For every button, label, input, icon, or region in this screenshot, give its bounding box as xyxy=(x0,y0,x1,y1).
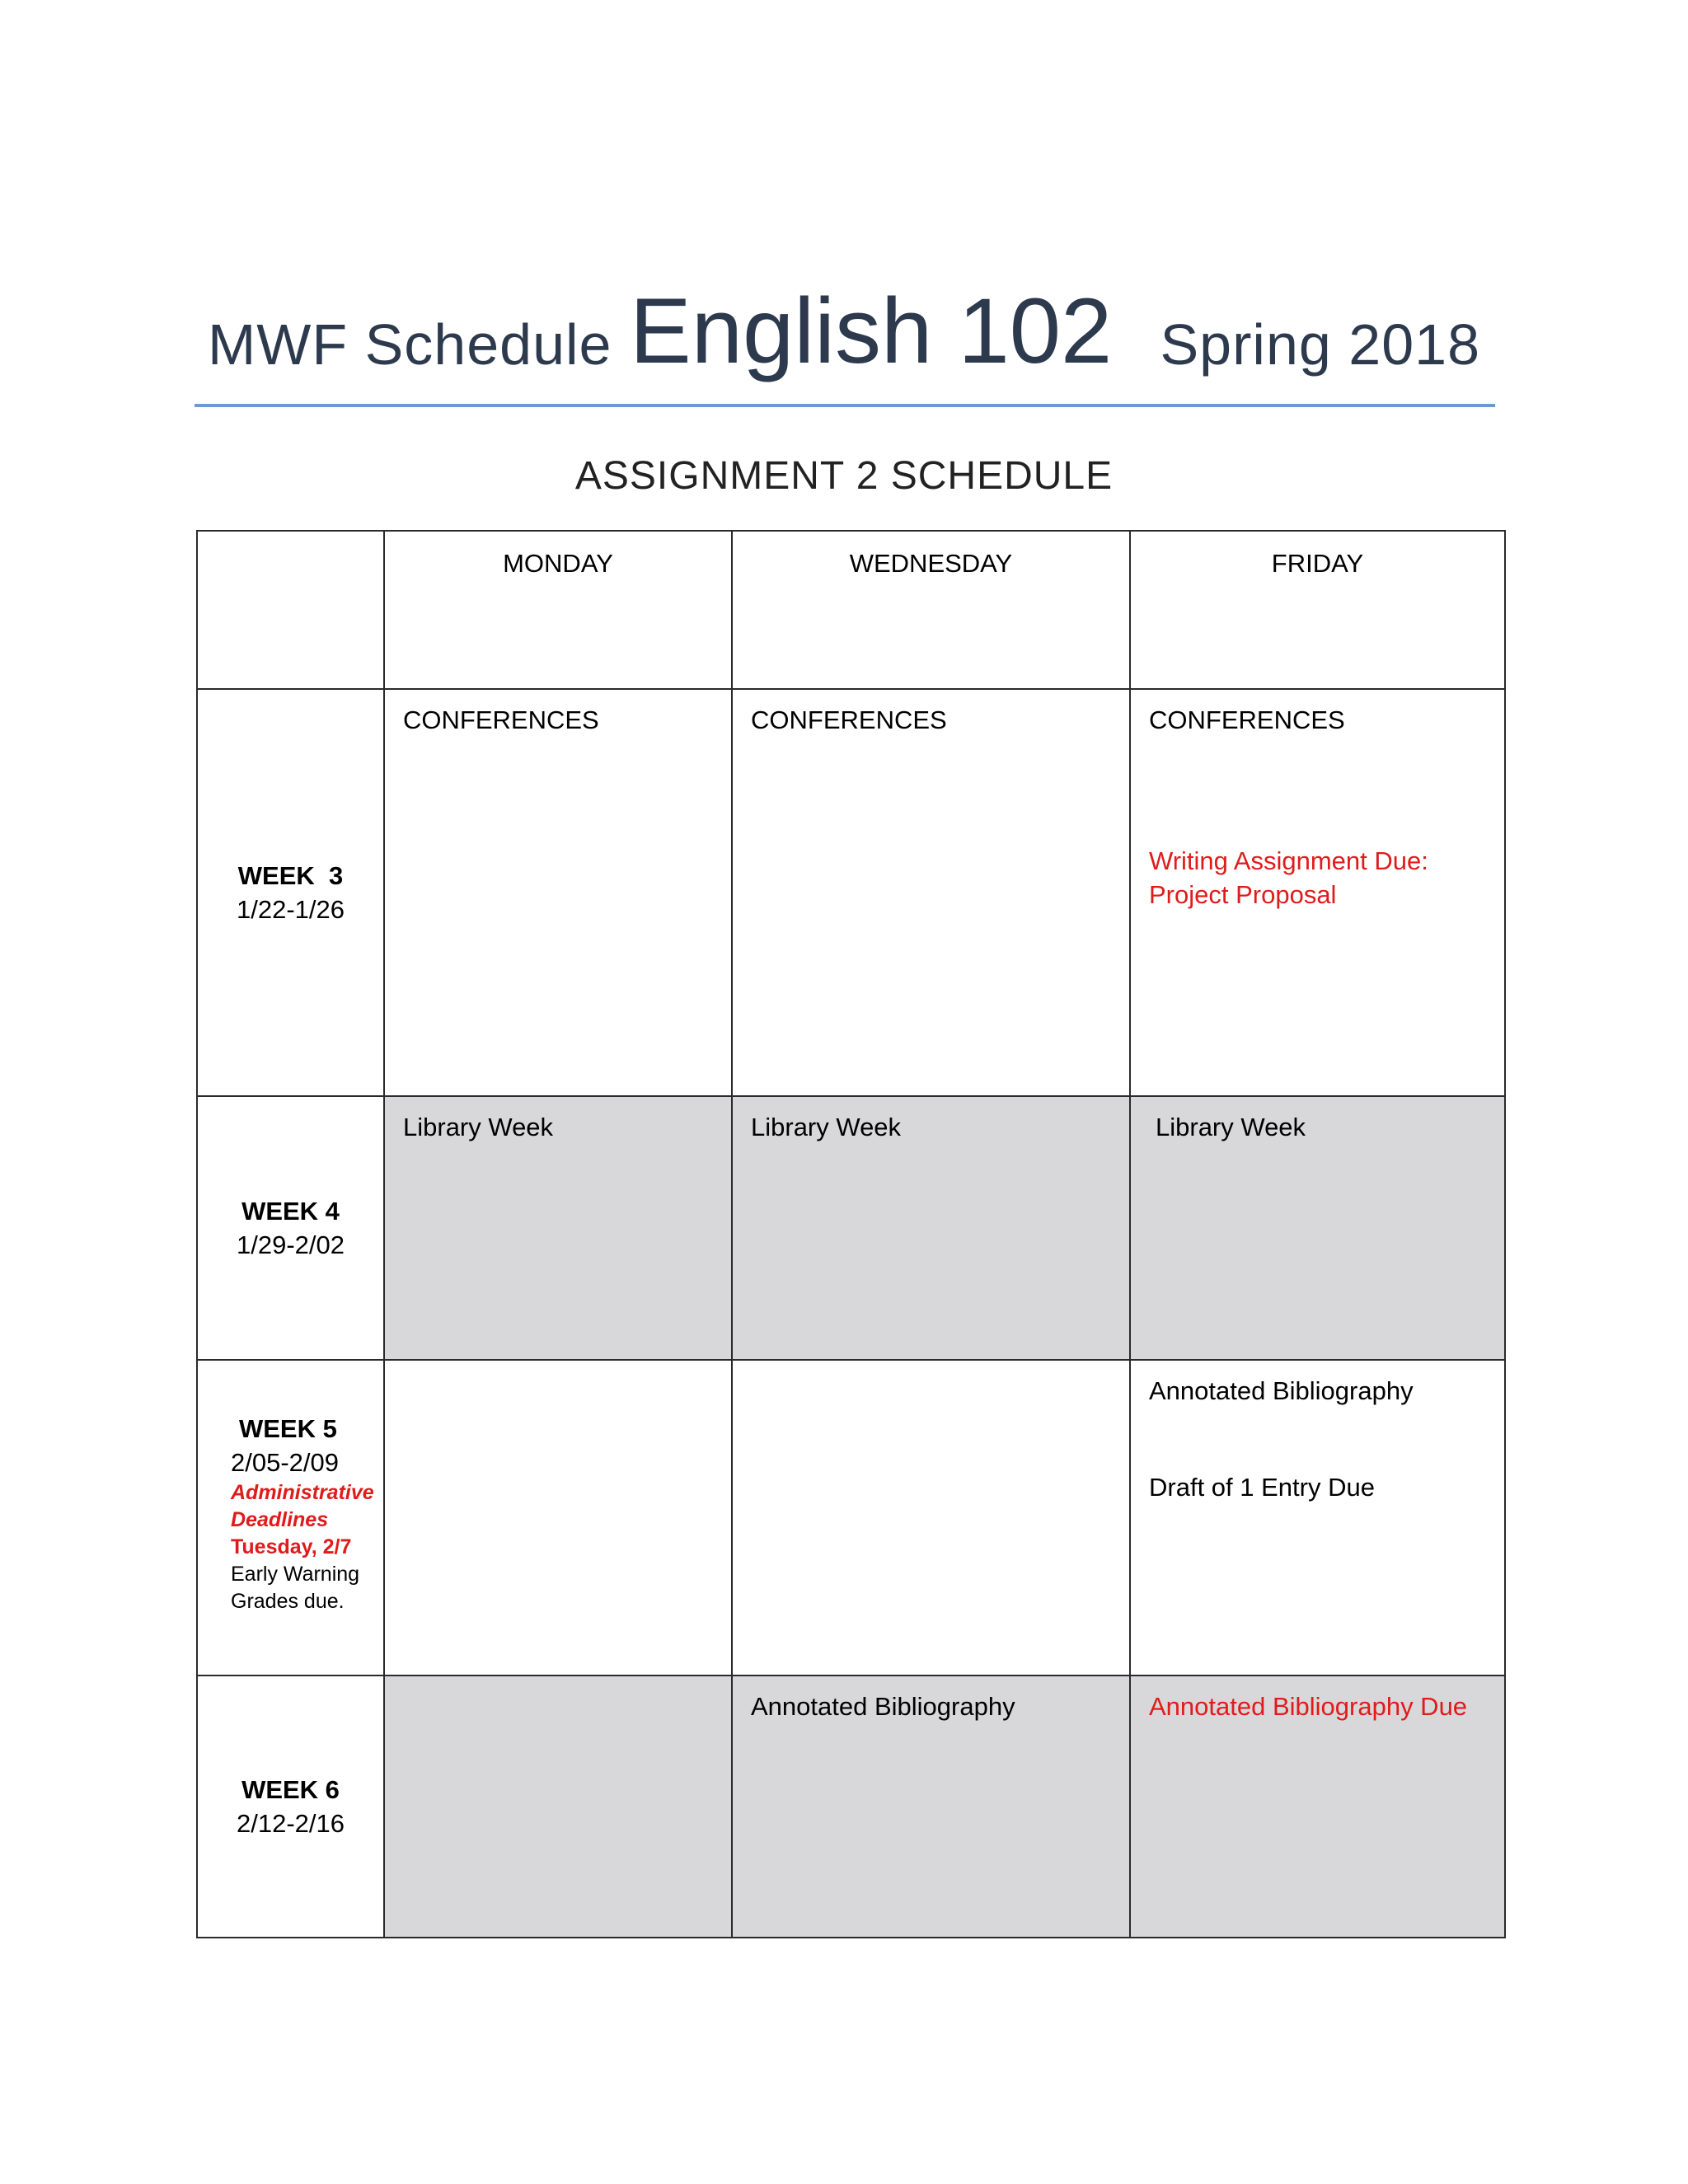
week-3-wednesday xyxy=(732,689,1130,1096)
week-3-cell xyxy=(197,689,384,1096)
header-divider xyxy=(195,404,1495,407)
assignment-schedule-title: ASSIGNMENT 2 SCHEDULE xyxy=(574,454,1114,498)
header-wednesday: WEDNESDAY xyxy=(732,531,1130,689)
admin-deadline-day: Tuesday, 2/7 xyxy=(231,1535,352,1558)
early-warning-line2: Grades due. xyxy=(231,1590,345,1613)
table-row-week-5 xyxy=(197,1360,1505,1675)
schedule-type-label: MWF Schedule xyxy=(208,312,612,377)
week-4-dates: 1/29-2/02 xyxy=(237,1230,345,1259)
week-3-monday xyxy=(384,689,732,1096)
admin-deadlines-line1: Administrative xyxy=(231,1481,374,1504)
corner-cell xyxy=(197,531,384,689)
week-5-wednesday xyxy=(732,1360,1130,1675)
week-4-wednesday xyxy=(732,1096,1130,1360)
week-5-cell xyxy=(197,1360,384,1675)
week-6-monday xyxy=(384,1675,732,1938)
table-row-week-4 xyxy=(197,1096,1505,1360)
table-row-week-3 xyxy=(197,689,1505,1096)
schedule-table xyxy=(196,530,1506,1938)
table-header-row xyxy=(197,531,1505,689)
early-warning-line1: Early Warning xyxy=(231,1563,360,1586)
week-6-friday-text: Annotated Bibliography Due xyxy=(1149,1692,1468,1721)
week-5-label: WEEK 5 xyxy=(239,1414,337,1443)
term-label: Spring 2018 xyxy=(1160,312,1480,377)
week-5-friday-content xyxy=(1131,1361,1504,1504)
week-3-friday-content xyxy=(1131,690,1504,912)
week-4-label: WEEK 4 xyxy=(241,1197,340,1226)
header-friday: FRIDAY xyxy=(1130,531,1505,689)
week-4-monday xyxy=(384,1096,732,1360)
week-6-friday xyxy=(1130,1675,1505,1938)
week-4-friday xyxy=(1130,1096,1505,1360)
week-5-friday xyxy=(1130,1360,1505,1675)
week-3-friday xyxy=(1130,689,1505,1096)
week-6-label: WEEK 6 xyxy=(241,1775,340,1804)
week-5-monday xyxy=(384,1360,732,1675)
week-3-friday-text: CONFERENCES xyxy=(1149,705,1345,734)
week-4-cell xyxy=(197,1096,384,1360)
week-5-dates: 2/05-2/09 xyxy=(231,1448,339,1477)
spacer xyxy=(1149,737,1486,844)
page-header xyxy=(195,272,1495,407)
week-4-wednesday-text: Library Week xyxy=(751,1113,902,1141)
spacer xyxy=(1149,1408,1486,1470)
week-3-label: WEEK 3 xyxy=(237,861,344,890)
course-title: English 102 xyxy=(630,279,1113,382)
week-3-wednesday-text: CONFERENCES xyxy=(751,705,947,734)
header-monday: MONDAY xyxy=(384,531,732,689)
project-proposal: Project Proposal xyxy=(1149,880,1337,909)
week-4-monday-text: Library Week xyxy=(403,1113,554,1141)
week-6-dates: 2/12-2/16 xyxy=(237,1809,345,1838)
week-4-friday-text: Library Week xyxy=(1156,1113,1306,1141)
table-row-week-6 xyxy=(197,1675,1505,1938)
week-3-dates: 1/22-1/26 xyxy=(237,895,345,924)
week-5-friday-line1: Annotated Bibliography xyxy=(1149,1376,1414,1405)
week-6-wednesday-text: Annotated Bibliography xyxy=(751,1692,1015,1721)
week-5-friday-line2: Draft of 1 Entry Due xyxy=(1149,1473,1375,1502)
week-3-monday-text: CONFERENCES xyxy=(403,705,599,734)
week-6-cell xyxy=(197,1675,384,1938)
admin-deadlines-line2: Deadlines xyxy=(231,1508,329,1531)
week-6-wednesday xyxy=(732,1675,1130,1938)
writing-assignment-due: Writing Assignment Due: xyxy=(1149,846,1428,875)
